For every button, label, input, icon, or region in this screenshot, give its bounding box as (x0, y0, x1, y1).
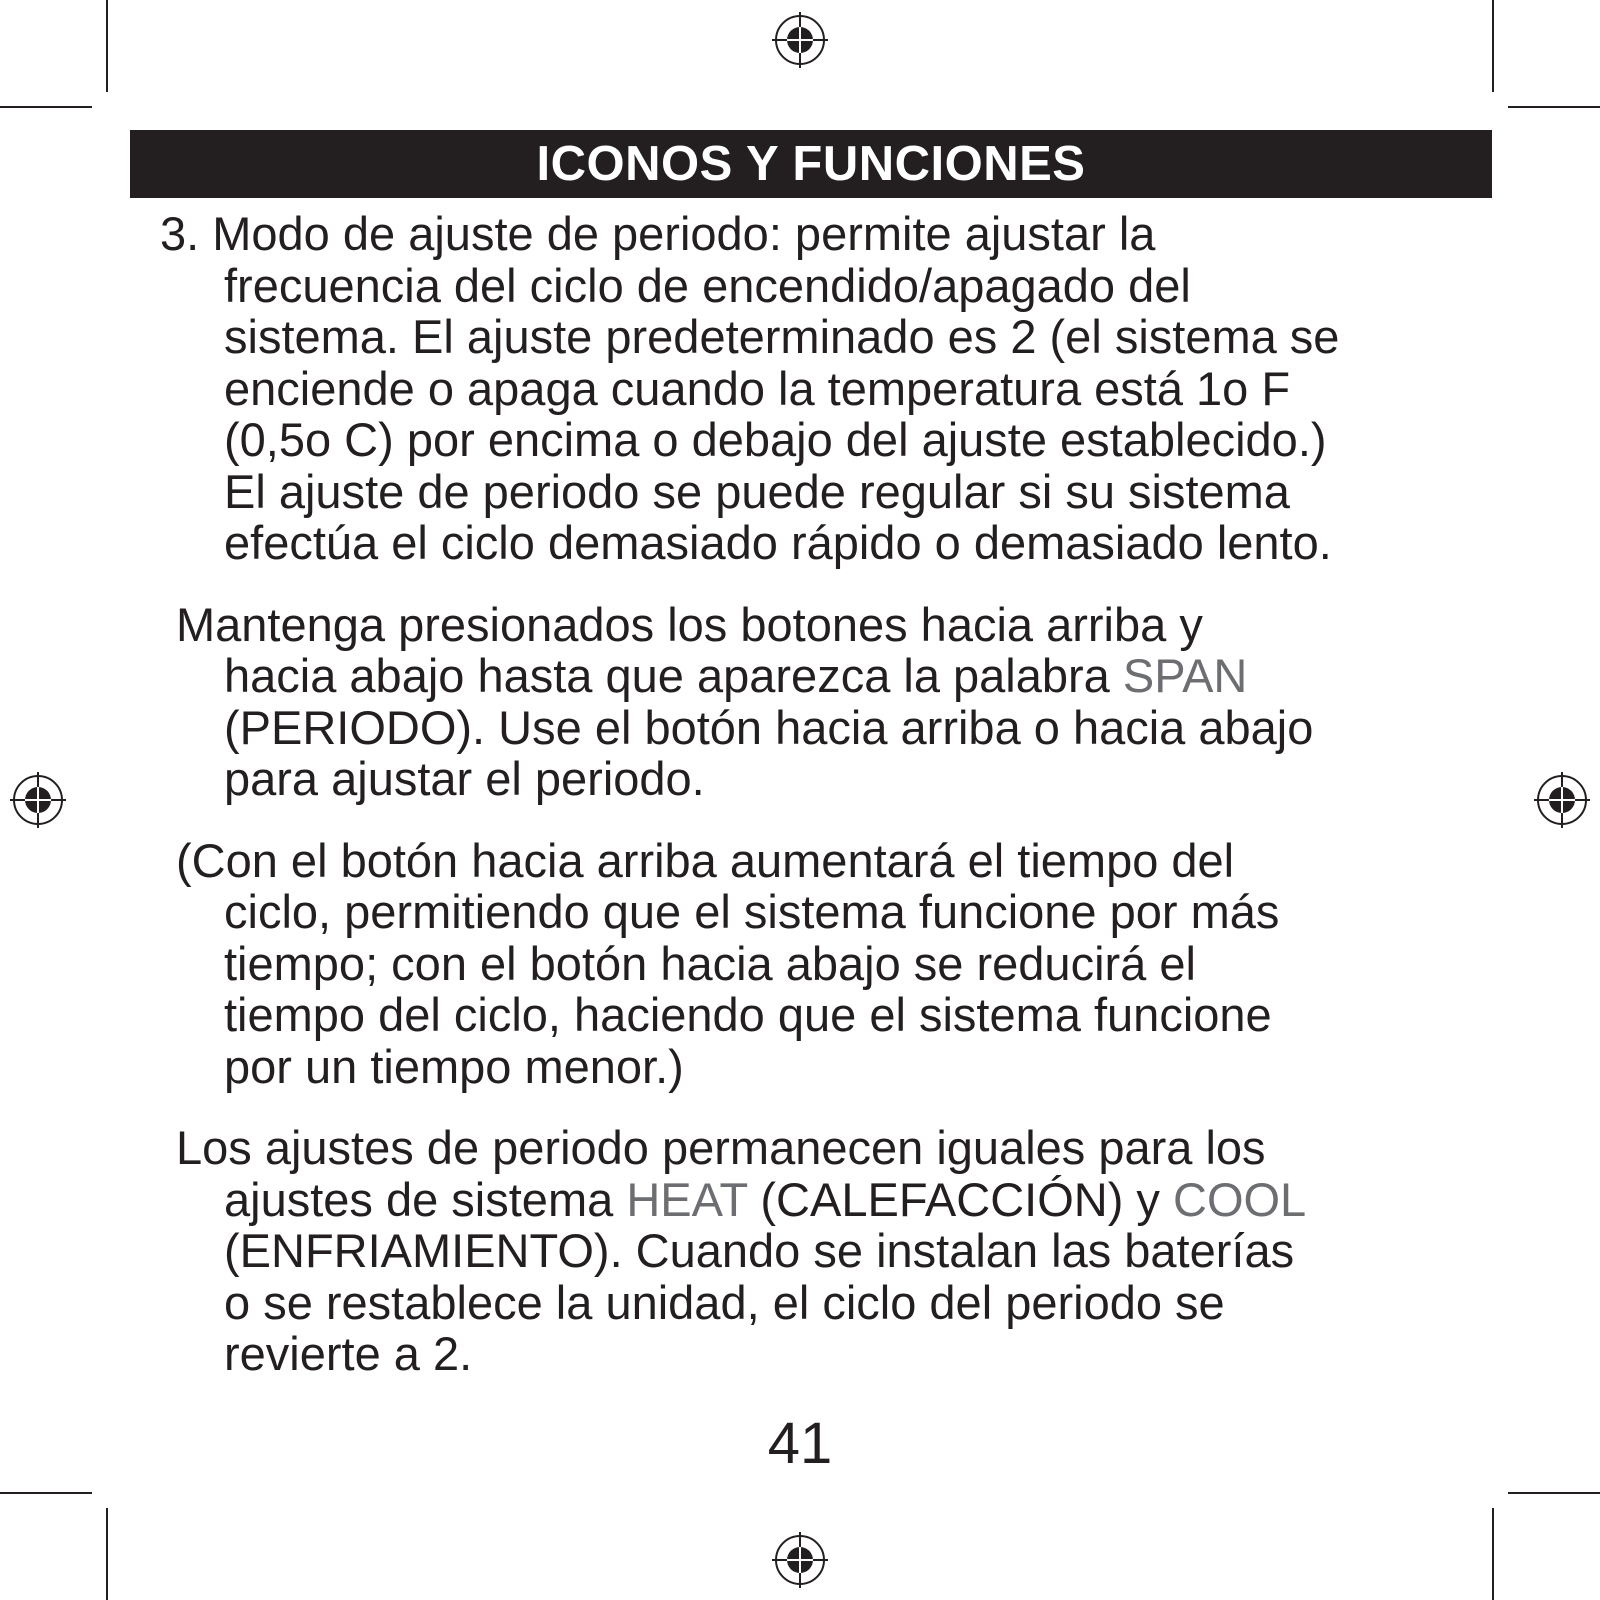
text-line: o se restablece la unidad, el ciclo del periodo se (224, 1275, 1225, 1329)
registration-mark-top-icon (770, 10, 830, 70)
crop-mark-bottom-right-h (1508, 1492, 1600, 1494)
page-number: 41 (767, 1411, 833, 1476)
registration-mark-bottom-icon (770, 1530, 830, 1590)
text-line: por un tiempo menor.) (224, 1039, 684, 1093)
registration-mark-left-icon (8, 770, 68, 830)
text-line: (PERIODO). Use el botón hacia arriba o hacia abajo (224, 700, 1314, 754)
text-segment: hacia abajo hasta que aparezca la palabra (224, 649, 1123, 702)
crop-mark-bottom-left-h (0, 1492, 92, 1494)
page-content (160, 208, 1460, 1380)
paragraph-span-mode (160, 208, 1460, 569)
text-line: efectúa el ciclo demasiado rápido o demasiado lento. (224, 516, 1332, 569)
text-line: revierte a 2. (224, 1327, 473, 1380)
paragraph-hold-buttons (160, 599, 1460, 805)
crop-mark-bottom-right (1492, 1508, 1494, 1600)
crop-mark-top-left-h (0, 106, 92, 108)
text-line: Mantenga presionados los botones hacia arriba y (176, 597, 1203, 651)
text-line (160, 1174, 1460, 1226)
text-line: (0,5o C) por encima o debajo del ajuste establecido.) (224, 413, 1327, 466)
crop-mark-top-right (1492, 0, 1494, 92)
text-line: tiempo del ciclo, haciendo que el sistema funcione (224, 988, 1272, 1041)
display-word-cool: COOL (1173, 1172, 1307, 1226)
text-line: tiempo; con el botón hacia abajo se reducirá el (224, 936, 1196, 990)
crop-mark-top-right-h (1508, 106, 1600, 108)
text-line: para ajustar el periodo. (224, 752, 705, 805)
section-header-bar (130, 130, 1492, 198)
text-line: (Con el botón hacia arriba aumentará el tiempo del (176, 833, 1235, 887)
text-segment: (CALEFACCIÓN) y (747, 1172, 1173, 1226)
text-line: El ajuste de periodo se puede regular si su sistema (224, 464, 1290, 518)
display-word-span: SPAN (1122, 649, 1248, 702)
registration-mark-right-icon (1532, 770, 1592, 830)
text-line: frecuencia del ciclo de encendido/apagado del (224, 258, 1191, 312)
text-line: enciende o apaga cuando la temperatura está 1o F (224, 361, 1291, 415)
display-word-heat: HEAT (626, 1172, 748, 1226)
page-title: ICONOS Y FUNCIONES (536, 137, 1086, 191)
crop-mark-top-left (106, 0, 108, 92)
paragraph-span-settings (160, 1122, 1460, 1380)
text-line: ciclo, permitiendo que el sistema funcione por más (224, 885, 1280, 938)
text-line (160, 650, 1460, 702)
text-line: Los ajustes de periodo permanecen iguales para los (176, 1121, 1266, 1174)
text-line: sistema. El ajuste predeterminado es 2 (el sistema se (224, 310, 1340, 363)
text-line: 3. Modo de ajuste de periodo: permite ajustar la (160, 207, 1156, 260)
text-line: (ENFRIAMIENTO). Cuando se instalan las baterías (224, 1224, 1295, 1277)
paragraph-cycle-note (160, 835, 1460, 1093)
crop-mark-bottom-left (106, 1508, 108, 1600)
text-segment: ajustes de sistema (224, 1172, 627, 1226)
